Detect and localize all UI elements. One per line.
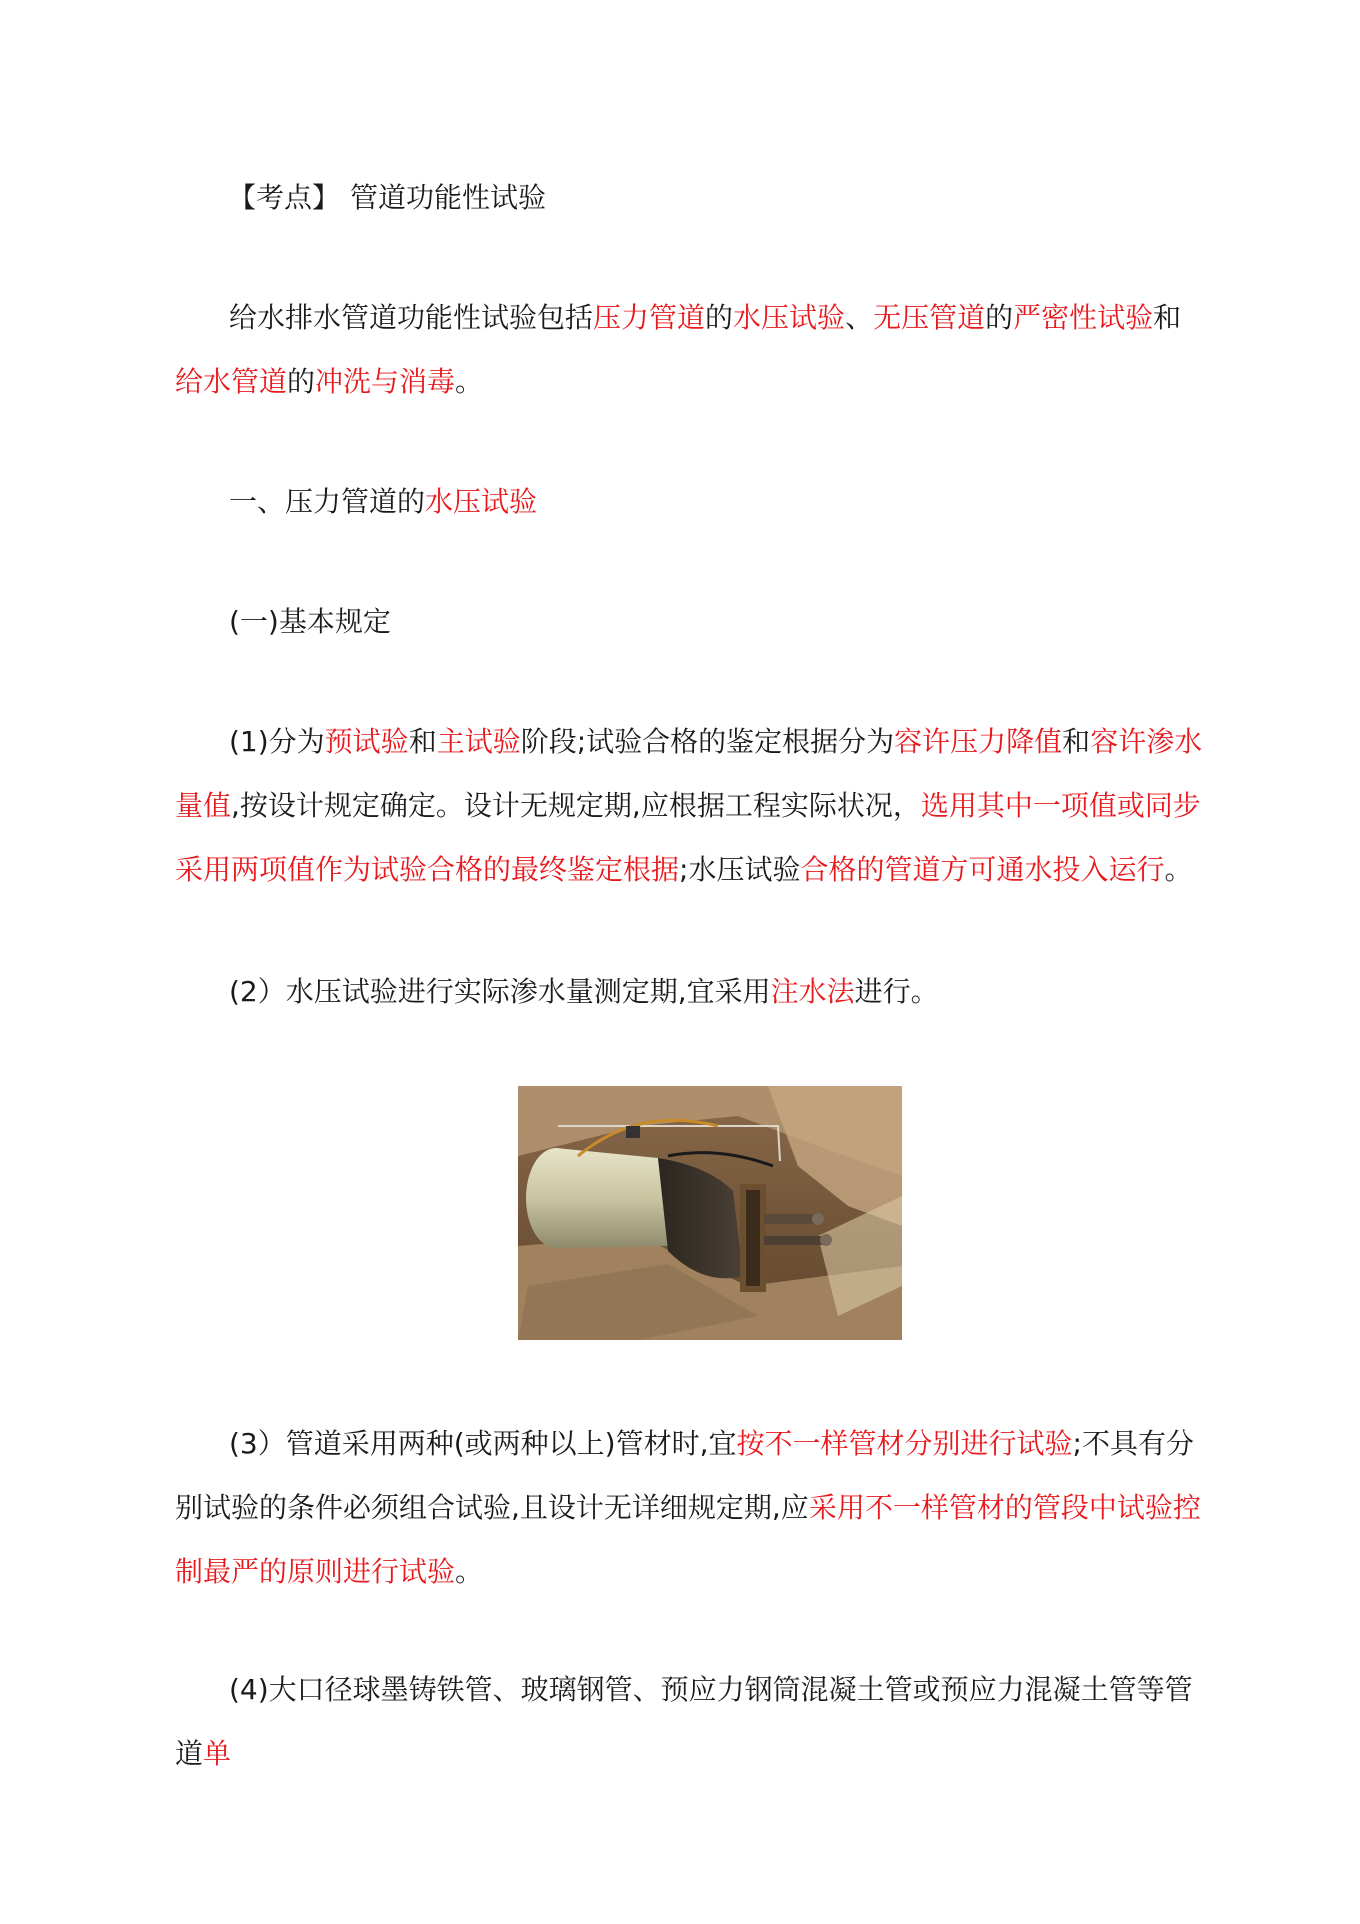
highlighted-text: 合格的管道方可通水投入运行 (800, 853, 1165, 886)
body-text: 。 (455, 1555, 484, 1588)
body-text: (4)大口径球墨铸铁管、玻璃钢管、预应力钢筒混凝土管或预应力混凝土管等管道 (175, 1673, 1193, 1770)
highlighted-text: 冲洗与消毒 (315, 365, 456, 398)
highlighted-text: 无压管道 (873, 301, 986, 334)
exam-point-heading (228, 166, 1128, 230)
highlighted-text: 水压试验 (425, 485, 538, 518)
body-text: 和 (1153, 301, 1182, 334)
body-text: 阶段;试验合格的鉴定根据分为 (520, 725, 895, 758)
highlighted-text: 按不一样管材分别进行试验 (736, 1427, 1073, 1460)
subsection-heading: (一)基本规定 (229, 605, 391, 638)
highlighted-text: 注水法 (770, 975, 855, 1008)
exam-point-label: 【考点】 (228, 181, 341, 214)
body-text: 。 (1164, 853, 1193, 886)
highlighted-text: 水压试验 (733, 301, 846, 334)
exam-point-title: 管道功能性试验 (350, 181, 547, 214)
rule-item-4 (175, 1658, 1205, 1786)
body-text: 一、压力管道的 (229, 485, 426, 518)
highlighted-text: 选用其中一项值或同步采用两项值作为试验合格的最终鉴定根据 (175, 789, 1201, 886)
section-heading-pressure-pipe (175, 470, 1205, 534)
body-text: 、 (845, 301, 874, 334)
body-text: 给水排水管道功能性试验包括 (229, 301, 594, 334)
body-text: 的 (985, 301, 1014, 334)
body-text: 的 (287, 365, 316, 398)
body-text: 的 (705, 301, 734, 334)
highlighted-text: 容许压力降值 (894, 725, 1063, 758)
rule-item-3 (175, 1412, 1205, 1604)
body-text: ;水压试验 (679, 853, 801, 886)
highlighted-text: 单 (203, 1737, 232, 1770)
body-text: 和 (408, 725, 437, 758)
highlighted-text: 主试验 (436, 725, 521, 758)
body-text: (2）水压试验进行实际渗水量测定期,宜采用 (229, 975, 771, 1008)
highlighted-text: 容许渗水量值 (175, 725, 1203, 822)
pipe-test-photo (518, 1086, 902, 1340)
highlighted-text: 压力管道 (593, 301, 706, 334)
body-text: 和 (1062, 725, 1091, 758)
body-text: 。 (455, 365, 484, 398)
body-text: (1)分为 (229, 725, 325, 758)
highlighted-text: 给水管道 (175, 365, 288, 398)
rule-item-2 (175, 960, 1205, 1024)
intro-paragraph (175, 286, 1205, 414)
body-text: 进行。 (854, 975, 939, 1008)
rule-item-1 (175, 710, 1205, 902)
highlighted-text: 预试验 (324, 725, 409, 758)
body-text: ,按设计规定确定。设计无规定期,应根据工程实际状况， (231, 789, 921, 822)
body-text: (3）管道采用两种(或两种以上)管材时,宜 (229, 1427, 737, 1460)
highlighted-text: 严密性试验 (1013, 301, 1154, 334)
body-text: ;不具有分别试验的条件必须组合试验,且设计无详细规定期,应 (175, 1427, 1194, 1524)
highlighted-text: 采用不一样管材的管段中试验控制最严的原则进行试验 (175, 1491, 1201, 1588)
